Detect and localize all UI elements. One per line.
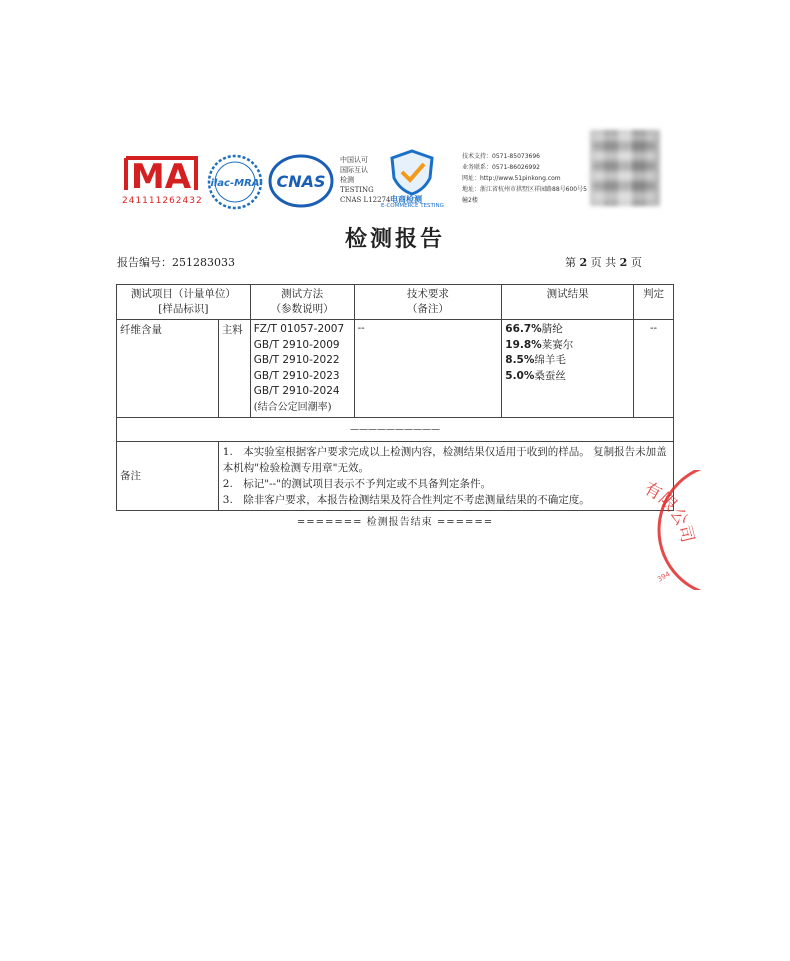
cma-number: 241111262432 — [122, 196, 203, 206]
svg-text:MA: MA — [130, 157, 192, 197]
contact-info: 技术支持：0571-85073696 业务联系：0571-86026992 网址：http://www.51pinkong.com 地址：浙江省杭州市拱墅区祥园路88号600号5 幢2楼 — [462, 153, 587, 204]
report-end-marker: ======= 检测报告结束 ====== — [296, 517, 494, 528]
ecommerce-label: 电商检测 — [390, 195, 422, 204]
table-row — [117, 320, 674, 418]
note-item: 2. 标记"--"的测试项目表示不予判定或不具备判定条件。 — [222, 478, 492, 490]
note-item: 3. 除非客户要求，本报告检测结果及符合性判定不考虑测量结果的不确定度。 — [222, 494, 590, 506]
table-header-row — [117, 285, 674, 320]
notes-content — [218, 442, 673, 511]
report-title: 检测报告 — [344, 226, 445, 252]
divider-row — [117, 418, 674, 442]
divider-line: —————————— — [117, 418, 674, 442]
note-item: 1. 本实验室根据客户要求完成以上检测内容，检测结果仅适用于收到的样品。 复制报告未加盖本机构"检验检测专用章"无效。 — [222, 446, 667, 474]
header-item: 测试项目（计量单位） [样品标识] — [117, 285, 251, 320]
cell-results: 66.7%腈纶 19.8%莱赛尔 8.5%绵羊毛 5.0%桑蚕丝 — [502, 320, 634, 418]
page-indicator: 第 2 页 共 2 页 — [565, 256, 642, 269]
header-method: 测试方法 （参数说明） — [250, 285, 354, 320]
ecommerce-en-label: E-COMMERCE TESTING — [381, 203, 444, 209]
cell-item: 纤维含量 — [117, 320, 219, 418]
svg-text:有限公司: 有限公司 — [640, 478, 698, 545]
notes-row — [117, 442, 674, 511]
test-results-table — [116, 284, 674, 511]
svg-text:ilac-MRA: ilac-MRA — [210, 178, 260, 189]
notes-label: 备注 — [117, 442, 219, 511]
report-number: 报告编号：251283033 — [117, 256, 235, 269]
svg-text:394: 394 — [656, 570, 672, 584]
cell-part: 主料 — [218, 320, 250, 418]
blurred-qr-overlay — [593, 135, 655, 201]
ecommerce-testing-shield-icon — [386, 148, 438, 196]
company-seal-stamp — [615, 470, 725, 590]
header-result: 测试结果 — [502, 285, 634, 320]
header-judgement: 判定 — [634, 285, 674, 320]
cnas-note: 中国认可 国际互认 检测 TESTING CNAS L12274 — [340, 156, 391, 204]
cell-requirement: -- — [354, 320, 502, 418]
header-requirement: 技术要求 （备注） — [354, 285, 502, 320]
ilac-mra-logo — [206, 153, 264, 211]
cell-judgement: -- — [634, 320, 674, 418]
cell-methods: FZ/T 01057-2007 GB/T 2910-2009 GB/T 2910-2022 GB/T 2910-2023 GB/T 2910-2024 (结合公定回潮率) — [250, 320, 354, 418]
cnas-logo — [268, 153, 334, 209]
svg-text:CNAS: CNAS — [276, 172, 326, 191]
